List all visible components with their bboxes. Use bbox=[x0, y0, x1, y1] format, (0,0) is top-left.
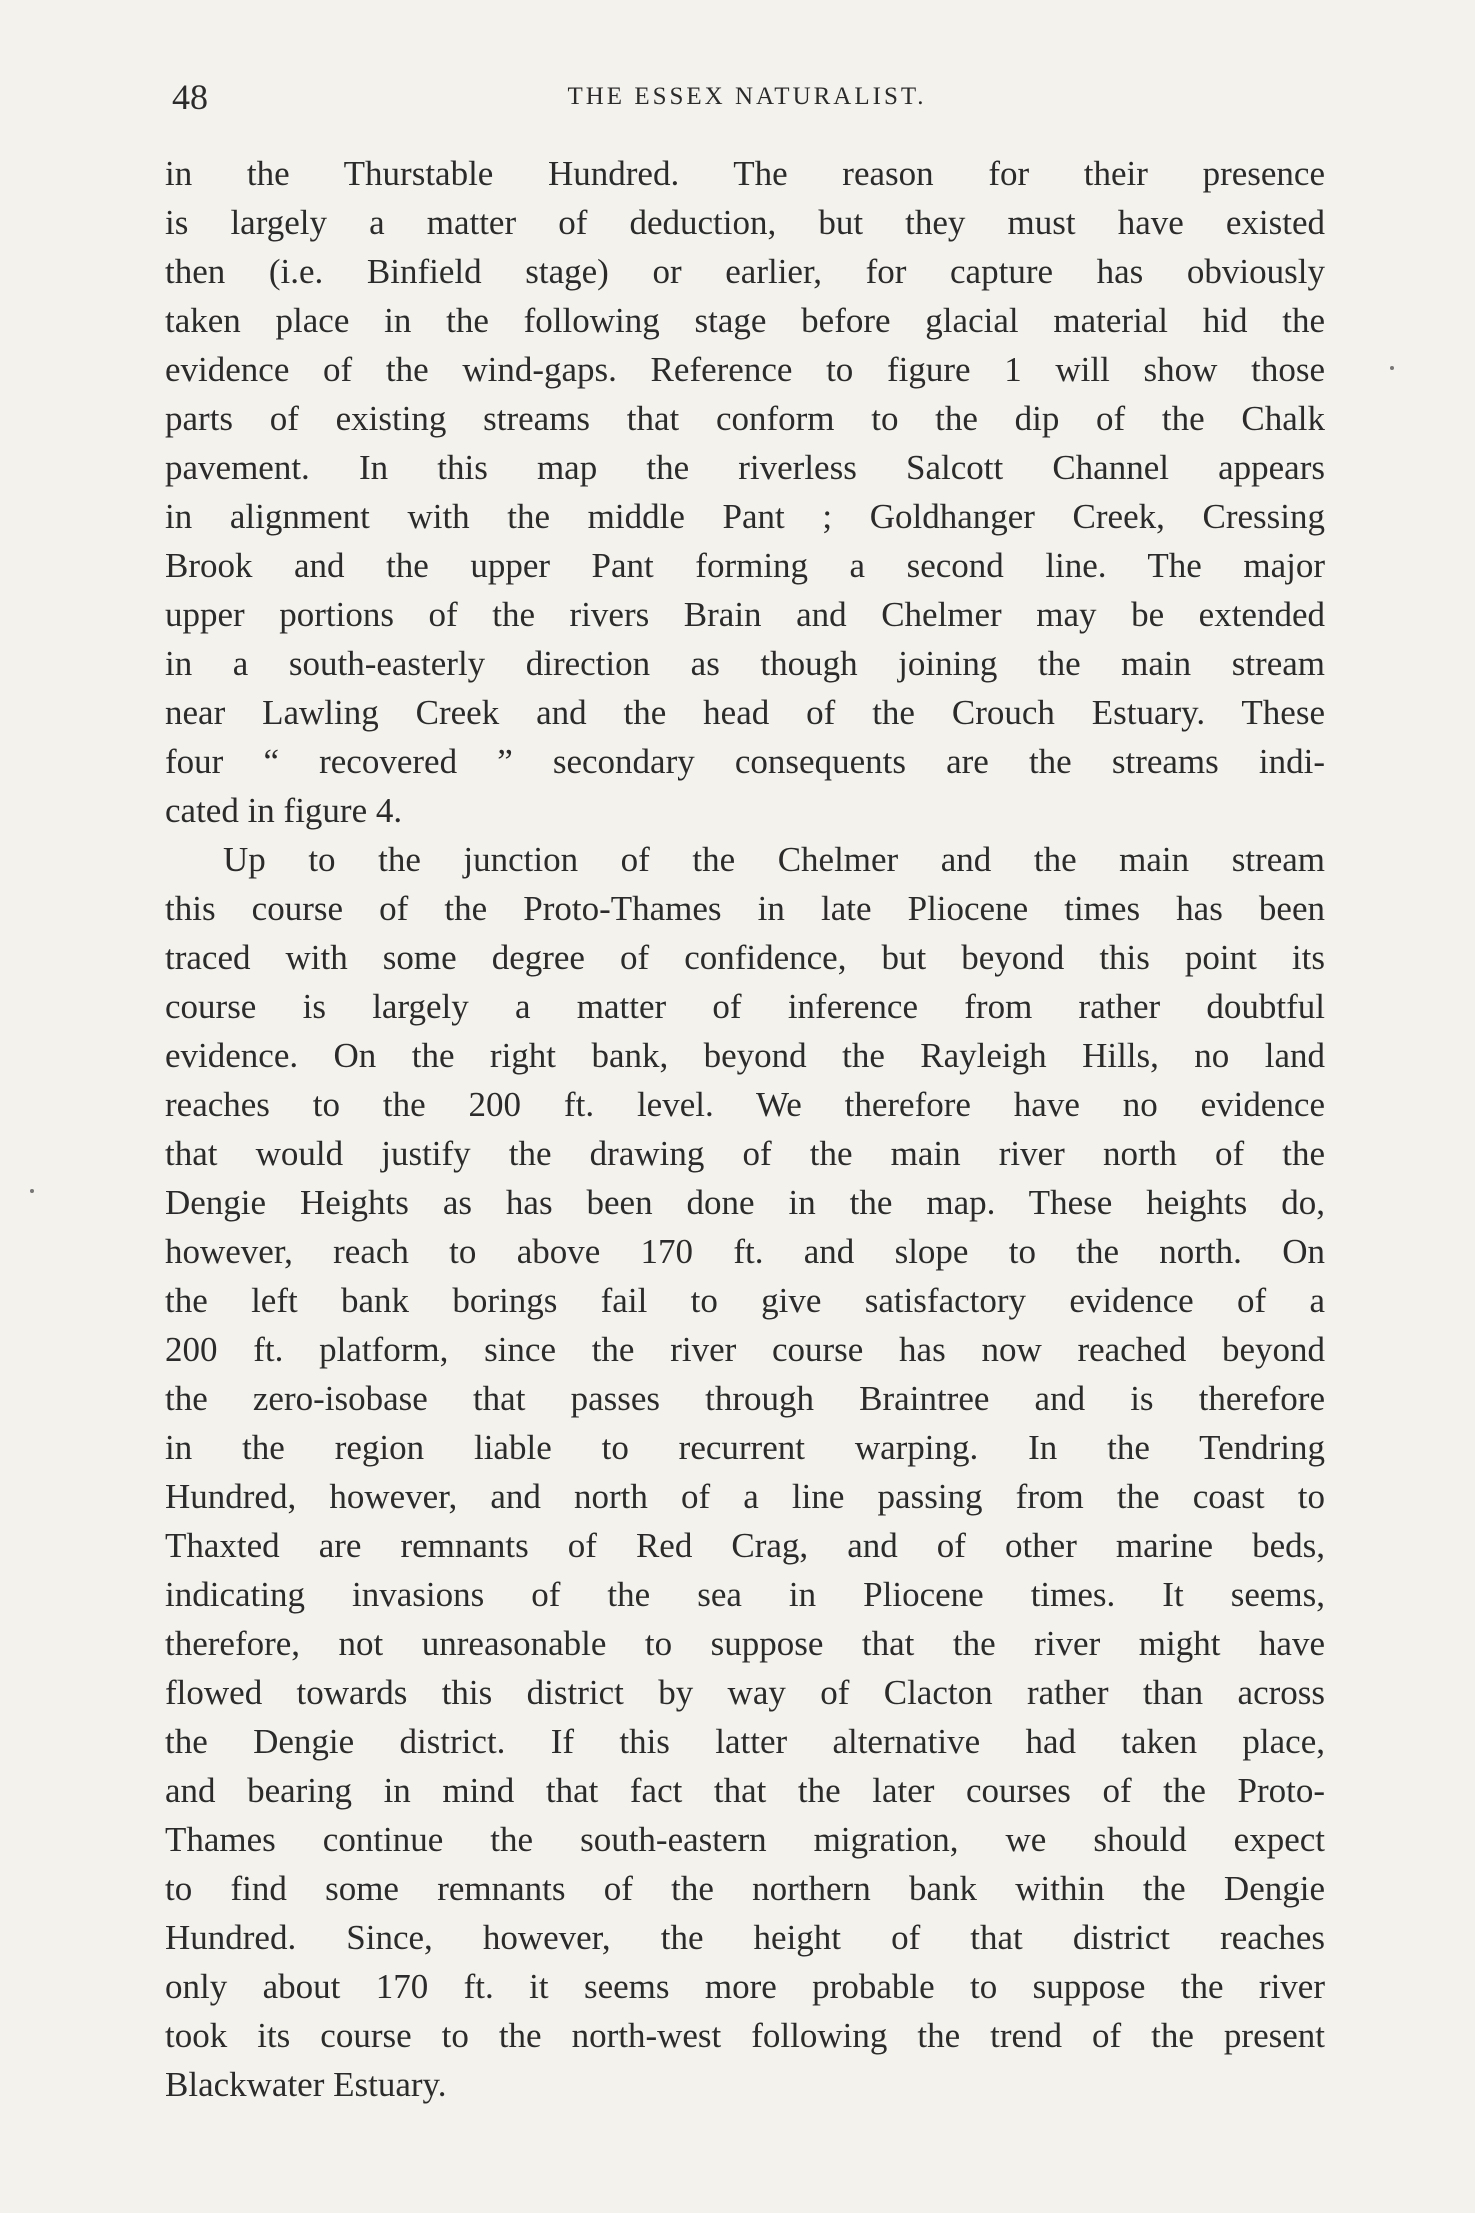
text-line: the left bank borings fail to give satisfactory evidence of a bbox=[165, 1281, 1325, 1320]
body-text bbox=[165, 149, 1325, 2109]
paper-speck bbox=[30, 1189, 34, 1193]
text-line: Blackwater Estuary. bbox=[165, 2065, 447, 2104]
text-line: Thames continue the south-eastern migration, we should expect bbox=[165, 1820, 1325, 1859]
text-line: then (i.e. Binfield stage) or earlier, for capture has obviously bbox=[165, 252, 1325, 291]
text-line: evidence. On the right bank, beyond the Rayleigh Hills, no land bbox=[165, 1036, 1325, 1075]
text-line: indicating invasions of the sea in Pliocene times. It seems, bbox=[165, 1575, 1325, 1614]
text-line: Up to the junction of the Chelmer and the main stream bbox=[223, 840, 1325, 879]
text-line: therefore, not unreasonable to suppose that the river might have bbox=[165, 1624, 1325, 1663]
text-line: only about 170 ft. it seems more probable to suppose the river bbox=[165, 1967, 1325, 2006]
text-line: in the Thurstable Hundred. The reason for their presence bbox=[165, 154, 1325, 193]
text-line: to find some remnants of the northern bank within the Dengie bbox=[165, 1869, 1325, 1908]
text-line: near Lawling Creek and the head of the Crouch Estuary. These bbox=[165, 693, 1325, 732]
text-line: Hundred. Since, however, the height of that district reaches bbox=[165, 1918, 1325, 1957]
paragraph bbox=[165, 835, 1325, 2109]
text-line: traced with some degree of confidence, but beyond this point its bbox=[165, 938, 1325, 977]
text-line: in the region liable to recurrent warping. In the Tendring bbox=[165, 1428, 1325, 1467]
text-line: Brook and the upper Pant forming a second line. The major bbox=[165, 546, 1325, 585]
text-line: pavement. In this map the riverless Salcott Channel appears bbox=[165, 448, 1325, 487]
text-line: parts of existing streams that conform to the dip of the Chalk bbox=[165, 399, 1325, 438]
running-head: THE ESSEX NATURALIST. bbox=[567, 83, 927, 110]
text-line: took its course to the north-west following the trend of the present bbox=[165, 2016, 1325, 2055]
text-line: flowed towards this district by way of Clacton rather than across bbox=[165, 1673, 1325, 1712]
text-line: however, reach to above 170 ft. and slope to the north. On bbox=[165, 1232, 1325, 1271]
text-line: evidence of the wind-gaps. Reference to figure 1 will show those bbox=[165, 350, 1325, 389]
text-line: and bearing in mind that fact that the later courses of the Proto- bbox=[165, 1771, 1325, 1810]
text-line: is largely a matter of deduction, but they must have existed bbox=[165, 203, 1325, 242]
page-number: 48 bbox=[172, 77, 208, 117]
text-line: 200 ft. platform, since the river course has now reached beyond bbox=[165, 1330, 1325, 1369]
text-line: course is largely a matter of inference from rather doubtful bbox=[165, 987, 1325, 1026]
page-header bbox=[172, 72, 1322, 122]
text-line: four “ recovered ” secondary consequents are the streams indi- bbox=[165, 742, 1325, 781]
text-line: in alignment with the middle Pant ; Goldhanger Creek, Cressing bbox=[165, 497, 1325, 536]
text-line: the zero-isobase that passes through Braintree and is therefore bbox=[165, 1379, 1325, 1418]
text-line: upper portions of the rivers Brain and Chelmer may be extended bbox=[165, 595, 1325, 634]
text-line: this course of the Proto-Thames in late Pliocene times has been bbox=[165, 889, 1325, 928]
text-line: cated in figure 4. bbox=[165, 791, 403, 830]
text-line: in a south-easterly direction as though joining the main stream bbox=[165, 644, 1325, 683]
text-line: the Dengie district. If this latter alternative had taken place, bbox=[165, 1722, 1325, 1761]
text-line: Hundred, however, and north of a line passing from the coast to bbox=[165, 1477, 1325, 1516]
paragraph bbox=[165, 149, 1325, 835]
text-line: that would justify the drawing of the main river north of the bbox=[165, 1134, 1325, 1173]
text-line: reaches to the 200 ft. level. We therefore have no evidence bbox=[165, 1085, 1325, 1124]
paper-speck bbox=[1390, 366, 1394, 370]
text-line: Dengie Heights as has been done in the map. These heights do, bbox=[165, 1183, 1325, 1222]
text-line: Thaxted are remnants of Red Crag, and of other marine beds, bbox=[165, 1526, 1325, 1565]
text-line: taken place in the following stage before glacial material hid the bbox=[165, 301, 1325, 340]
